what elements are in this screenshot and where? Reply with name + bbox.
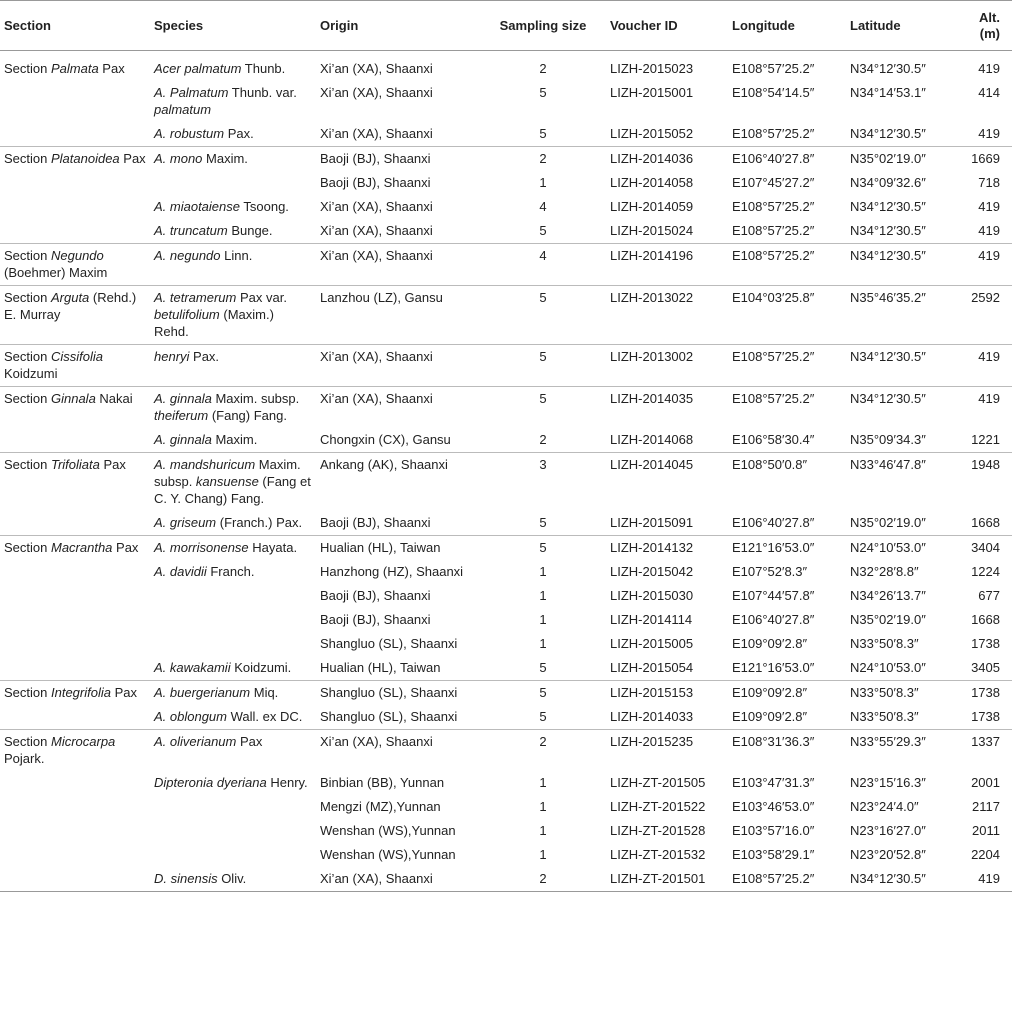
cell-origin: Ankang (AK), Shaanxi: [316, 453, 480, 512]
table-row: [0, 171, 1012, 195]
col-header-voucher-id: Voucher ID: [606, 1, 728, 51]
cell-sampling-size: 2: [480, 867, 606, 892]
cell-section: [0, 171, 150, 195]
cell-altitude: 3404: [960, 536, 1012, 561]
cell-longitude: E107°45′27.2″: [732, 175, 815, 190]
cell-latitude: N34°09′32.6″: [850, 175, 926, 190]
cell-sampling-size: 1: [539, 612, 547, 627]
cell-voucher-id: LIZH-2014059: [610, 199, 694, 214]
cell-longitude: E108°57′25.2″: [728, 244, 846, 286]
cell-origin: Chongxin (CX), Gansu: [320, 432, 451, 447]
col-header-sampling-size: Sampling size: [480, 1, 606, 51]
cell-latitude: N34°14′53.1″: [850, 85, 926, 100]
cell-latitude: N34°12′30.5″: [850, 223, 926, 238]
cell-sampling-size: 1: [539, 175, 547, 190]
cell-sampling-size: 5: [539, 515, 547, 530]
cell-latitude: N33°50′8.3″: [850, 709, 919, 724]
cell-species: [150, 608, 316, 632]
cell-section: [0, 608, 150, 632]
cell-origin: Xi’an (XA), Shaanxi: [316, 244, 480, 286]
cell-altitude: 3405: [971, 660, 1000, 675]
cell-altitude: 2117: [972, 799, 1000, 814]
cell-altitude: 2592: [960, 286, 1012, 345]
cell-altitude: 1337: [960, 730, 1012, 772]
cell-section: Section Platanoidea Pax: [0, 147, 150, 172]
cell-species: [150, 584, 316, 608]
cell-origin: Xi’an (XA), Shaanxi: [316, 867, 480, 892]
cell-altitude: 419: [960, 345, 1012, 387]
cell-species: Acer palmatum Thunb.: [154, 61, 286, 76]
cell-species: A. negundo Linn.: [150, 244, 316, 286]
cell-sampling-size: 5: [539, 660, 547, 675]
cell-altitude: 1224: [971, 564, 1000, 579]
cell-latitude: N23°24′4.0″: [850, 799, 919, 814]
cell-longitude: E103°47′31.3″: [732, 775, 815, 790]
cell-sampling-size: 5: [480, 536, 606, 561]
cell-species: A. mandshuricum Maxim. subsp. kansuense (Fang et C. Y. Chang) Fang.: [150, 453, 316, 512]
cell-species: [150, 819, 316, 843]
cell-longitude: E108°57′25.2″: [732, 223, 815, 238]
table-row: [0, 632, 1012, 656]
table-row: [0, 771, 1012, 795]
table-row: [0, 536, 1012, 561]
cell-sampling-size: 3: [480, 453, 606, 512]
cell-section: [0, 819, 150, 843]
cell-altitude: 1221: [971, 432, 1000, 447]
cell-voucher-id: LIZH-2013002: [606, 345, 728, 387]
cell-section: [0, 428, 150, 453]
cell-voucher-id: LIZH-ZT-201532: [610, 847, 706, 862]
cell-sampling-size: 1: [539, 847, 547, 862]
cell-latitude: N24°10′53.0″: [850, 660, 926, 675]
cell-species: [150, 171, 316, 195]
cell-latitude: N23°15′16.3″: [850, 775, 926, 790]
cell-altitude: 2011: [972, 823, 1000, 838]
cell-origin: Shangluo (SL), Shaanxi: [320, 636, 458, 651]
table-row: [0, 681, 1012, 706]
cell-voucher-id: LIZH-ZT-201501: [606, 867, 728, 892]
cell-origin: Xi’an (XA), Shaanxi: [320, 223, 433, 238]
cell-voucher-id: LIZH-2014058: [610, 175, 694, 190]
cell-altitude: 419: [978, 61, 1000, 76]
cell-altitude: 414: [978, 85, 1000, 100]
cell-origin: Shangluo (SL), Shaanxi: [320, 709, 458, 724]
cell-longitude: E109°09′2.8″: [732, 709, 808, 724]
cell-latitude: N33°50′8.3″: [846, 681, 960, 706]
cell-section: [0, 511, 150, 536]
table-row: [0, 219, 1012, 244]
cell-altitude: 419: [978, 126, 1000, 141]
table-row: [0, 428, 1012, 453]
cell-origin: Xi’an (XA), Shaanxi: [316, 387, 480, 429]
table-row: [0, 286, 1012, 345]
cell-origin: Hualian (HL), Taiwan: [316, 536, 480, 561]
cell-section: Section Negundo (Boehmer) Maxim: [0, 244, 150, 286]
table-row: [0, 244, 1012, 286]
cell-longitude: E109°09′2.8″: [728, 681, 846, 706]
cell-longitude: E108°57′25.2″: [728, 345, 846, 387]
cell-origin: Hualian (HL), Taiwan: [320, 660, 441, 675]
cell-latitude: N34°12′30.5″: [850, 199, 926, 214]
table-row: [0, 795, 1012, 819]
cell-sampling-size: 2: [480, 730, 606, 772]
cell-section: Section Integrifolia Pax: [0, 681, 150, 706]
cell-voucher-id: LIZH-2014068: [610, 432, 694, 447]
cell-species: Dipteronia dyeriana Henry.: [154, 775, 308, 790]
cell-voucher-id: LIZH-2015091: [610, 515, 694, 530]
cell-latitude: N33°55′29.3″: [846, 730, 960, 772]
cell-latitude: N23°16′27.0″: [850, 823, 926, 838]
cell-altitude: 419: [960, 867, 1012, 892]
cell-sampling-size: 5: [539, 223, 547, 238]
cell-sampling-size: 1: [539, 775, 547, 790]
cell-origin: Lanzhou (LZ), Gansu: [316, 286, 480, 345]
cell-origin: Xi’an (XA), Shaanxi: [320, 85, 433, 100]
cell-origin: Mengzi (MZ),Yunnan: [320, 799, 441, 814]
cell-species: A. robustum Pax.: [154, 126, 254, 141]
cell-species: [150, 632, 316, 656]
cell-longitude: E104°03′25.8″: [728, 286, 846, 345]
cell-altitude: 1668: [971, 515, 1000, 530]
cell-sampling-size: 5: [480, 387, 606, 429]
cell-voucher-id: LIZH-2015030: [610, 588, 694, 603]
cell-origin: Wenshan (WS),Yunnan: [320, 823, 456, 838]
cell-species: [150, 795, 316, 819]
cell-latitude: N32°28′8.8″: [850, 564, 919, 579]
col-header-species: Species: [150, 1, 316, 51]
cell-latitude: N35°02′19.0″: [850, 515, 926, 530]
cell-origin: Xi’an (XA), Shaanxi: [320, 126, 433, 141]
cell-voucher-id: LIZH-ZT-201505: [610, 775, 706, 790]
cell-altitude: 1738: [971, 636, 1000, 651]
cell-voucher-id: LIZH-2014035: [606, 387, 728, 429]
cell-species: A. mono Maxim.: [150, 147, 316, 172]
cell-longitude: E109°09′2.8″: [732, 636, 808, 651]
cell-section: [0, 122, 150, 147]
cell-origin: Xi’an (XA), Shaanxi: [320, 199, 433, 214]
cell-origin: Xi’an (XA), Shaanxi: [316, 730, 480, 772]
cell-sampling-size: 1: [539, 564, 547, 579]
cell-species: A. morrisonense Hayata.: [150, 536, 316, 561]
cell-longitude: E103°58′29.1″: [732, 847, 815, 862]
cell-latitude: N34°12′30.5″: [846, 345, 960, 387]
cell-longitude: E107°52′8.3″: [732, 564, 808, 579]
cell-latitude: N34°12′30.5″: [846, 867, 960, 892]
cell-longitude: E108°57′25.2″: [728, 867, 846, 892]
cell-voucher-id: LIZH-2015005: [610, 636, 694, 651]
table-row: [0, 195, 1012, 219]
cell-voucher-id: LIZH-2014132: [606, 536, 728, 561]
cell-sampling-size: 1: [539, 823, 547, 838]
table-row: [0, 705, 1012, 730]
cell-species: A. Palmatum Thunb. var. palmatum: [154, 85, 297, 117]
table-row: [0, 730, 1012, 772]
table-row: [0, 122, 1012, 147]
cell-longitude: E121°16′53.0″: [732, 660, 815, 675]
table-row: [0, 608, 1012, 632]
cell-origin: Baoji (BJ), Shaanxi: [320, 515, 431, 530]
cell-longitude: E106°40′27.8″: [728, 147, 846, 172]
col-header-latitude: Latitude: [846, 1, 960, 51]
cell-longitude: E106°40′27.8″: [732, 612, 815, 627]
cell-altitude: 419: [960, 387, 1012, 429]
cell-origin: Hanzhong (HZ), Shaanxi: [320, 564, 464, 579]
cell-voucher-id: LIZH-2014196: [606, 244, 728, 286]
cell-longitude: E103°57′16.0″: [732, 823, 815, 838]
cell-longitude: E121°16′53.0″: [728, 536, 846, 561]
cell-longitude: E107°44′57.8″: [732, 588, 815, 603]
cell-species: A. tetramerum Pax var. betulifolium (Maxim.) Rehd.: [150, 286, 316, 345]
cell-section: Section Microcarpa Pojark.: [0, 730, 150, 772]
cell-species: A. oliverianum Pax: [150, 730, 316, 772]
cell-species: henryi Pax.: [150, 345, 316, 387]
cell-latitude: N34°26′13.7″: [850, 588, 926, 603]
table-row: [0, 656, 1012, 681]
cell-origin: Baoji (BJ), Shaanxi: [320, 588, 431, 603]
cell-sampling-size: 1: [539, 799, 547, 814]
cell-origin: Shangluo (SL), Shaanxi: [316, 681, 480, 706]
cell-section: [0, 867, 150, 892]
cell-section: [0, 81, 150, 122]
cell-sampling-size: 1: [539, 588, 547, 603]
cell-latitude: N34°12′30.5″: [850, 61, 926, 76]
cell-origin: Xi’an (XA), Shaanxi: [316, 345, 480, 387]
table-row: [0, 387, 1012, 429]
cell-voucher-id: LIZH-2013022: [606, 286, 728, 345]
cell-longitude: E108°50′0.8″: [728, 453, 846, 512]
cell-section: Section Macrantha Pax: [0, 536, 150, 561]
cell-altitude: 1948: [960, 453, 1012, 512]
cell-longitude: E108°57′25.2″: [732, 199, 815, 214]
cell-section: [0, 584, 150, 608]
cell-voucher-id: LIZH-2014114: [610, 612, 693, 627]
cell-voucher-id: LIZH-2015001: [610, 85, 694, 100]
cell-latitude: N34°12′30.5″: [846, 244, 960, 286]
cell-voucher-id: LIZH-ZT-201522: [610, 799, 706, 814]
cell-latitude: N35°09′34.3″: [850, 432, 926, 447]
cell-latitude: N35°46′35.2″: [846, 286, 960, 345]
cell-sampling-size: 2: [480, 147, 606, 172]
cell-species: A. buergerianum Miq.: [150, 681, 316, 706]
cell-latitude: N35°02′19.0″: [846, 147, 960, 172]
cell-origin: Wenshan (WS),Yunnan: [320, 847, 456, 862]
cell-altitude: 419: [960, 244, 1012, 286]
cell-voucher-id: LIZH-2014036: [606, 147, 728, 172]
table-row: [0, 584, 1012, 608]
table-body: [0, 51, 1012, 892]
cell-longitude: E108°31′36.3″: [728, 730, 846, 772]
cell-latitude: N33°46′47.8″: [846, 453, 960, 512]
cell-latitude: N34°12′30.5″: [850, 126, 926, 141]
cell-altitude: 2204: [971, 847, 1000, 862]
cell-section: [0, 219, 150, 244]
cell-section: [0, 656, 150, 681]
cell-origin: Xi’an (XA), Shaanxi: [320, 61, 433, 76]
cell-latitude: N33°50′8.3″: [850, 636, 919, 651]
cell-voucher-id: LIZH-2015153: [606, 681, 728, 706]
cell-species: [150, 843, 316, 867]
table-row: [0, 147, 1012, 172]
header-row: [0, 1, 1012, 51]
cell-longitude: E103°46′53.0″: [732, 799, 815, 814]
cell-latitude: N34°12′30.5″: [846, 387, 960, 429]
cell-voucher-id: LIZH-2015042: [610, 564, 694, 579]
cell-species: A. ginnala Maxim.: [154, 432, 258, 447]
cell-longitude: E108°57′25.2″: [732, 61, 815, 76]
cell-section: [0, 705, 150, 730]
cell-altitude: 1738: [960, 681, 1012, 706]
col-header-altitude: Alt. (m): [960, 1, 1012, 51]
cell-longitude: E106°40′27.8″: [732, 515, 815, 530]
cell-altitude: 2001: [971, 775, 1000, 790]
cell-longitude: E108°57′25.2″: [732, 126, 815, 141]
cell-species: A. ginnala Maxim. subsp. theiferum (Fang) Fang.: [150, 387, 316, 429]
cell-altitude: 1738: [971, 709, 1000, 724]
cell-section: [0, 795, 150, 819]
cell-longitude: E108°54′14.5″: [732, 85, 815, 100]
cell-altitude: 1669: [960, 147, 1012, 172]
table-row: [0, 843, 1012, 867]
table-header: [0, 1, 1012, 51]
cell-altitude: 1668: [971, 612, 1000, 627]
cell-sampling-size: 4: [480, 244, 606, 286]
cell-altitude: 419: [978, 199, 1000, 214]
cell-latitude: N23°20′52.8″: [850, 847, 926, 862]
cell-species: A. kawakamii Koidzumi.: [154, 660, 292, 675]
cell-sampling-size: 5: [539, 126, 547, 141]
cell-section: Section Ginnala Nakai: [0, 387, 150, 429]
cell-sampling-size: 5: [480, 681, 606, 706]
cell-section: Section Trifoliata Pax: [0, 453, 150, 512]
cell-voucher-id: LIZH-2015235: [606, 730, 728, 772]
cell-voucher-id: LIZH-2015023: [610, 61, 694, 76]
cell-voucher-id: LIZH-2014033: [610, 709, 694, 724]
cell-latitude: N35°02′19.0″: [850, 612, 926, 627]
cell-sampling-size: 5: [480, 286, 606, 345]
cell-sampling-size: 2: [539, 61, 547, 76]
cell-origin: Baoji (BJ), Shaanxi: [320, 612, 431, 627]
cell-origin: Baoji (BJ), Shaanxi: [316, 147, 480, 172]
cell-sampling-size: 5: [480, 345, 606, 387]
cell-section: [0, 843, 150, 867]
cell-voucher-id: LIZH-2015024: [610, 223, 694, 238]
cell-sampling-size: 4: [539, 199, 547, 214]
cell-section: [0, 632, 150, 656]
table-row: [0, 51, 1012, 82]
table-row: [0, 81, 1012, 122]
cell-longitude: E108°57′25.2″: [728, 387, 846, 429]
col-header-section: Section: [0, 1, 150, 51]
table-row: [0, 867, 1012, 892]
table-row: [0, 345, 1012, 387]
table-row: [0, 560, 1012, 584]
cell-section: [0, 195, 150, 219]
cell-voucher-id: LIZH-ZT-201528: [610, 823, 706, 838]
cell-altitude: 677: [978, 588, 1000, 603]
cell-species: A. oblongum Wall. ex DC.: [154, 709, 303, 724]
cell-species: A. griseum (Franch.) Pax.: [154, 515, 303, 530]
cell-latitude: N24°10′53.0″: [846, 536, 960, 561]
table-row: [0, 511, 1012, 536]
cell-section: [0, 560, 150, 584]
table-row: [0, 819, 1012, 843]
cell-sampling-size: 5: [539, 85, 547, 100]
cell-species: A. truncatum Bunge.: [154, 223, 273, 238]
cell-sampling-size: 5: [539, 709, 547, 724]
table-row: [0, 453, 1012, 512]
col-header-longitude: Longitude: [728, 1, 846, 51]
cell-section: Section Cissifolia Koidzumi: [0, 345, 150, 387]
cell-section: [0, 771, 150, 795]
col-header-origin: Origin: [316, 1, 480, 51]
cell-voucher-id: LIZH-2015054: [610, 660, 694, 675]
cell-origin: Baoji (BJ), Shaanxi: [320, 175, 431, 190]
cell-section: Section Palmata Pax: [4, 61, 125, 76]
cell-species: D. sinensis Oliv.: [150, 867, 316, 892]
cell-sampling-size: 1: [539, 636, 547, 651]
cell-sampling-size: 2: [539, 432, 547, 447]
cell-species: A. miaotaiense Tsoong.: [154, 199, 289, 214]
cell-voucher-id: LIZH-2015052: [610, 126, 694, 141]
cell-longitude: E106°58′30.4″: [732, 432, 815, 447]
cell-species: A. davidii Franch.: [154, 564, 255, 579]
cell-origin: Binbian (BB), Yunnan: [320, 775, 445, 790]
cell-altitude: 419: [978, 223, 1000, 238]
cell-voucher-id: LIZH-2014045: [606, 453, 728, 512]
cell-section: Section Arguta (Rehd.) E. Murray: [0, 286, 150, 345]
cell-altitude: 718: [978, 175, 1000, 190]
